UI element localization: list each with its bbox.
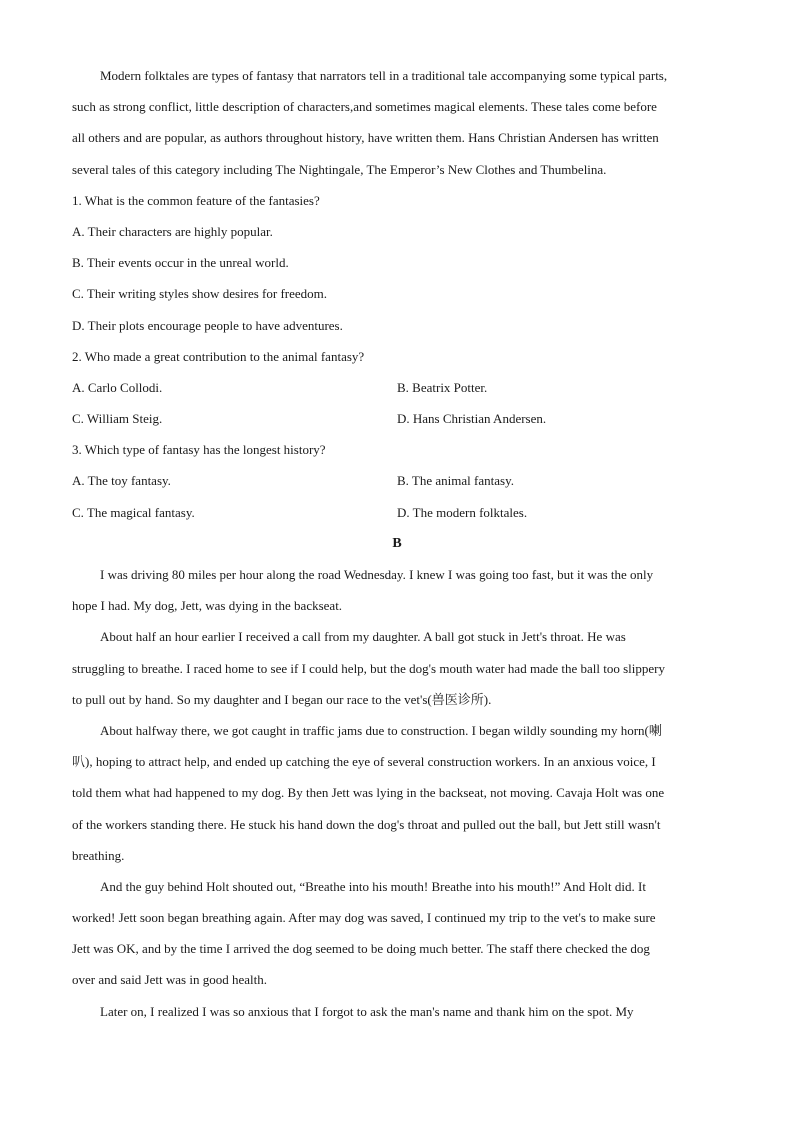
section-b-line: told them what had happened to my dog. By then Jett was lying in the backseat, not moving. Cavaja Holt was one [72,785,665,801]
option-row [72,372,722,403]
question-stem: 1. What is the common feature of the fantasies? [72,192,320,208]
answer-option: B. Their events occur in the unreal world. [72,255,289,271]
question-3 [72,434,722,528]
option-row [72,465,722,496]
document-page [72,60,722,1027]
section-b-line: worked! Jett soon began breathing again. After may dog was saved, I continued my trip to the vet's to make sure [72,910,656,926]
section-b-line: to pull out by hand. So my daughter and I began our race to the vet's(兽医诊所). [72,691,492,707]
answer-option: C. William Steig. [72,411,163,427]
passage-a-line: such as strong conflict, little description of characters,and sometimes magical elements. These tales come before [72,99,657,115]
section-b-line: breathing. [72,847,125,863]
section-b-body [72,559,722,1027]
section-b-line: struggling to breathe. I raced home to see if I could help, but the dog's mouth water had made the ball too slippery [72,660,665,676]
question-stem: 2. Who made a great contribution to the animal fantasy? [72,348,365,364]
passage-a-line: several tales of this category including The Nightingale, The Emperor’s New Clothes and Thumbelina. [72,161,607,177]
passage-a-line: all others and are popular, as authors throughout history, have written them. Hans Christian Andersen has written [72,130,659,146]
section-b-line: Later on, I realized I was so anxious that I forgot to ask the man's name and thank him on the spot. My [100,1003,634,1019]
answer-option: A. The toy fantasy. [72,473,171,489]
passage-a [72,60,722,185]
question-1 [72,185,722,341]
question-2 [72,341,722,435]
section-b-line: I was driving 80 miles per hour along the road Wednesday. I knew I was going too fast, but it was the only [100,567,654,582]
answer-option: A. Their characters are highly popular. [72,223,273,239]
section-b-line: 叭), hoping to attract help, and ended up catching the eye of several construction workers. In an anxious voice, I [72,754,656,770]
option-row [72,497,722,528]
answer-option: B. The animal fantasy. [397,473,514,489]
section-b-line: of the workers standing there. He stuck his hand down the dog's throat and pulled out the ball, but Jett still wasn't [72,816,661,832]
section-b-line: About half an hour earlier I received a call from my daughter. A ball got stuck in Jett's throat. He was [100,629,626,645]
answer-option: D. The modern folktales. [397,504,528,520]
section-b-line: About halfway there, we got caught in traffic jams due to construction. I began wildly sounding my horn(喇 [100,722,662,738]
option-row [72,403,722,434]
section-b-line: hope I had. My dog, Jett, was dying in the backseat. [72,598,343,614]
answer-option: C. The magical fantasy. [72,504,195,520]
answer-option: A. Carlo Collodi. [72,379,163,395]
answer-option: D. Hans Christian Andersen. [397,411,547,427]
section-b-line: Jett was OK, and by the time I arrived the dog seemed to be doing much better. The staff there checked the dog [72,941,650,957]
answer-option: B. Beatrix Potter. [397,379,488,395]
section-b-line: over and said Jett was in good health. [72,972,267,988]
answer-option: D. Their plots encourage people to have adventures. [72,317,343,333]
section-b-title: B [392,535,402,551]
passage-a-line: Modern folktales are types of fantasy that narrators tell in a traditional tale accompanying some typical parts, [100,68,668,83]
section-b-line: And the guy behind Holt shouted out, “Breathe into his mouth! Breathe into his mouth!” And Holt did. It [100,878,646,894]
question-stem: 3. Which type of fantasy has the longest history? [72,442,326,458]
answer-option: C. Their writing styles show desires for freedom. [72,286,328,302]
